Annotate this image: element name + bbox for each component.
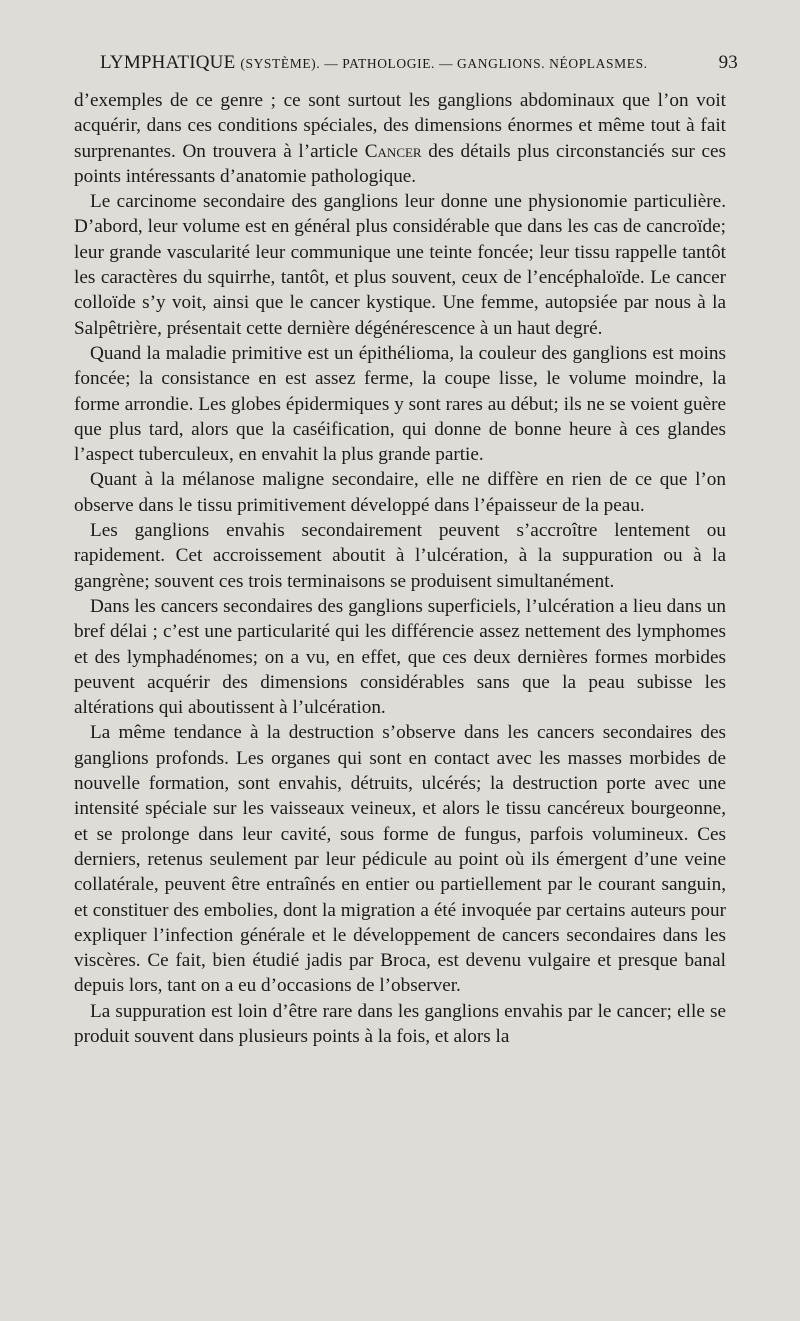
page-number: 93 [718,52,738,73]
paragraph: Les ganglions envahis secondairement peuvent s’accroître lentement ou rapidement. Cet accroissement aboutit à l’ulcération, à la suppuration ou à la gangrène; souvent ces trois terminaisons se produisent simultanément. [74,520,726,592]
header-title-main: LYMPHATIQUE [100,52,236,73]
paragraph-continued [74,88,726,189]
paragraph: Quand la maladie primitive est un épithélioma, la couleur des ganglions est moins foncée; la consistance en est assez ferme, la coupe lisse, le volume moindre, la forme arrondie. Les globes épidermiques y sont rares au début; ils ne se voient guère que plus tard, alors que la caséification, qui donne de bonne heure à ces glandes l’aspect tuberculeux, en envahit la plus grande partie. [74,342,726,466]
paragraph-text: d’exemples de ce genre ; ce sont surtout les ganglions abdominaux que l’on voit acquérir, dans ces conditions spéciales, des dimensions énormes et même tout à fait surprenantes. On trouvera à l’article [74,90,726,162]
header-title [100,52,648,74]
header-title-sub: (SYSTÈME). — PATHOLOGIE. — GANGLIONS. NÉOPLASMES. [240,56,648,71]
body-text [74,88,726,1049]
paragraph: Dans les cancers secondaires des ganglions superficiels, l’ulcération a lieu dans un bref délai ; c’est une particularité qui les différencie assez nettement des lymphomes et des lymphadénomes; on a vu, en effet, que ces deux dernières formes morbides peuvent acquérir des dimensions considérables sans que la peau subisse les altérations qui aboutissent à l’ulcération. [74,595,726,719]
paragraph: Le carcinome secondaire des ganglions leur donne une physionomie particulière. D’abord, leur volume est en général plus considérable que dans les cas de cancroïde; leur grande vascularité leur communique une teinte foncée; leur tissu rappelle tantôt les caractères du squirrhe, tantôt, et plus souvent, ceux de l’encéphaloïde. Le cancer colloïde s’y voit, ainsi que le cancer kystique. Une femme, autopsiée par nous à la Salpêtrière, présentait cette dernière dégénérescence à un haut degré. [74,191,726,339]
running-header [100,52,738,80]
paragraph: Quant à la mélanose maligne secondaire, elle ne diffère en rien de ce que l’on observe dans le tissu primitivement développé dans l’épaisseur de la peau. [74,469,726,516]
paragraph-text: des détails plus circonstanciés sur ces points intéressants d’anatomie pathologique. [74,140,727,187]
cross-reference: Cancer [364,140,422,162]
paragraph: La suppuration est loin d’être rare dans les ganglions envahis par le cancer; elle se produit souvent dans plusieurs points à la fois, et alors la [74,1000,726,1047]
paragraph: La même tendance à la destruction s’observe dans les cancers secondaires des ganglions profonds. Les organes qui sont en contact avec les masses morbides de nouvelle formation, sont envahis, détruits, ulcérés; la destruction porte avec une intensité spéciale sur les vaisseaux veineux, et alors le tissu cancéreux bourgeonne, et se prolonge dans leur cavité, sous forme de fungus, parfois volumineux. Ces derniers, retenus seulement par leur pédicule au point où ils émergent d’une veine collatérale, peuvent être entraînés en entier ou partiellement par le courant sanguin, et constituer des embolies, dont la migration a été invoquée par certains auteurs pour expliquer l’infection générale et le développement de cancers secondaires dans les viscères. Ce fait, bien étudié jadis par Broca, est devenu vulgaire et presque banal depuis lors, tant on a eu d’occasions de l’observer. [74,722,726,997]
